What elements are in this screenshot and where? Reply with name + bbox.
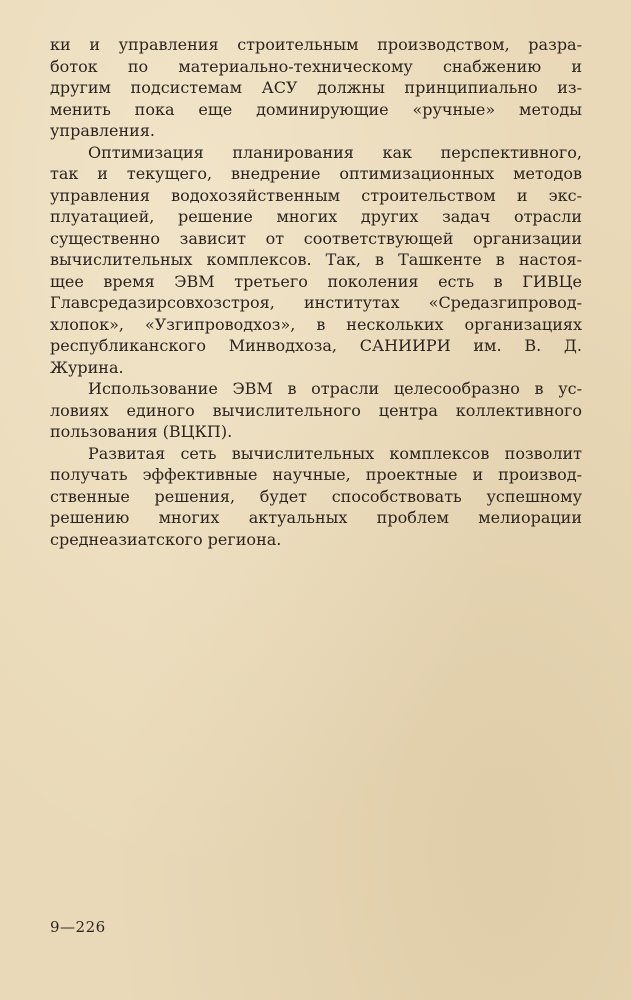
paragraph-4 [50, 443, 582, 551]
text-line: ловиях единого вычислительного центра коллективного [50, 400, 582, 420]
text-line: среднеазиатского региона. [50, 529, 282, 549]
text-line: боток по материально-техническому снабжению и [50, 56, 582, 76]
text-line: Развитая сеть вычислительных комплексов позволит [88, 443, 582, 463]
text-line: другим подсистемам АСУ должны принципиально из- [50, 78, 582, 97]
text-line: плуатацией, решение многих других задач отрасли [50, 207, 582, 226]
body-text [50, 34, 582, 550]
text-line: Главсредазирсовхозстроя, институтах «Средазгипровод- [50, 293, 582, 312]
paragraph-3 [50, 378, 582, 443]
paragraph-1 [50, 34, 582, 142]
signature-mark: 9—226 [50, 918, 106, 936]
text-line: управления. [50, 121, 156, 140]
text-line: ственные решения, будет способствовать успешному [50, 486, 582, 506]
text-line: пользования (ВЦКП). [50, 422, 233, 441]
text-line: менить пока еще доминирующие «ручные» методы [50, 99, 582, 119]
text-line: вычислительных комплексов. Так, в Ташкенте в настоя- [50, 250, 582, 269]
text-line: Использование ЭВМ в отрасли целесообразно в ус- [88, 379, 582, 398]
text-line: республиканского Минводхоза, САНИИРИ им. В. Д. [50, 336, 582, 355]
text-line: так и текущего, внедрение оптимизационных методов [50, 164, 582, 183]
text-line: управления водохозяйственным строительством и экс- [50, 185, 582, 205]
text-line: щее время ЭВМ третьего поколения есть в ГИВЦе [50, 271, 582, 291]
text-line: получать эффективные научные, проектные и производ- [50, 465, 582, 484]
text-line: ки и управления строительным производством, разра- [50, 35, 582, 54]
text-line: хлопок», «Узгипроводхоз», в нескольких организациях [50, 314, 582, 334]
text-line: решению многих актуальных проблем мелиорации [50, 508, 582, 527]
paragraph-2 [50, 142, 582, 379]
text-line: существенно зависит от соответствующей организации [50, 228, 582, 248]
text-line: Оптимизация планирования как перспективного, [88, 142, 582, 162]
text-line: Журина. [50, 357, 124, 377]
